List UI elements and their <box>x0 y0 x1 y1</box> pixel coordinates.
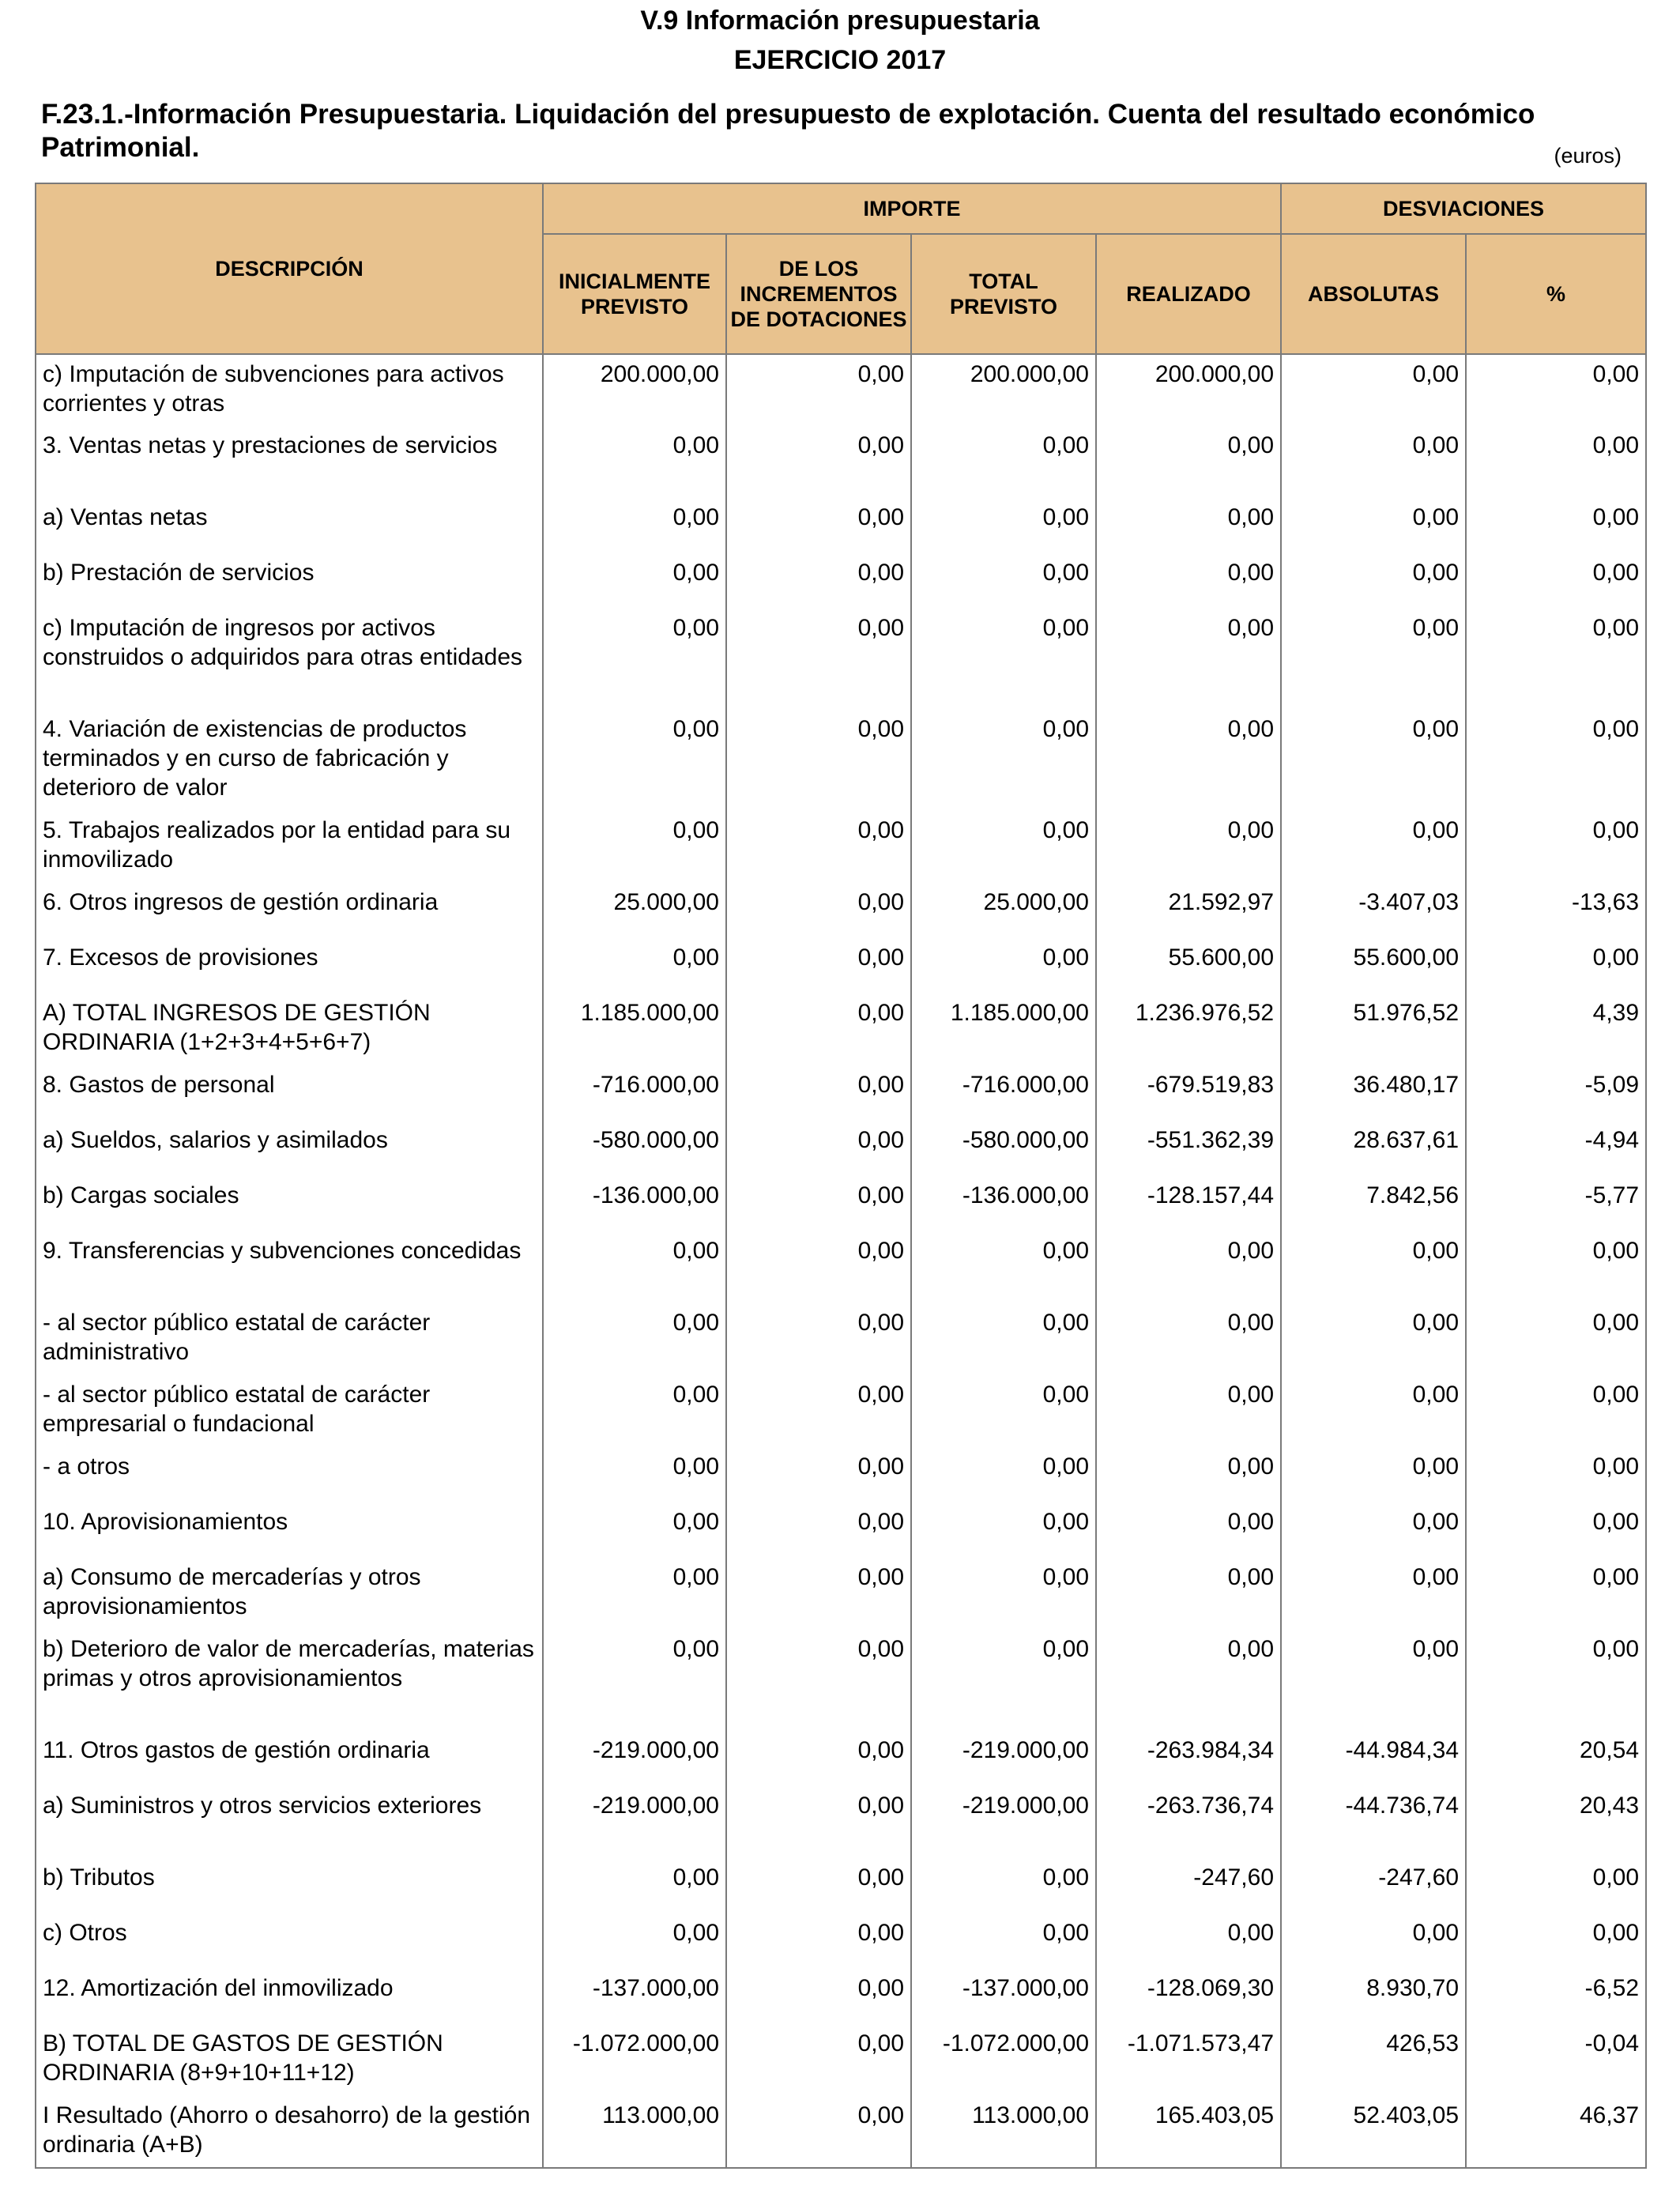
table-row <box>36 1858 1646 1913</box>
cell-inicialmente-previsto: 0,00 <box>543 1630 726 1731</box>
table-row <box>36 938 1646 993</box>
cell-inicialmente-previsto: -137.000,00 <box>543 1969 726 2024</box>
cell-incrementos: 0,00 <box>726 1558 911 1630</box>
cell-absolutas: 0,00 <box>1281 811 1466 883</box>
group-header-importe: IMPORTE <box>543 183 1281 234</box>
table-row <box>36 811 1646 883</box>
cell-absolutas: 0,00 <box>1281 498 1466 553</box>
table-row <box>36 710 1646 811</box>
cell-inicialmente-previsto: 0,00 <box>543 938 726 993</box>
cell-inicialmente-previsto: -580.000,00 <box>543 1121 726 1176</box>
cell-total-previsto: -1.072.000,00 <box>911 2024 1096 2096</box>
col-header-total-previsto: TOTAL PREVISTO <box>911 234 1096 354</box>
cell-realizado: 0,00 <box>1096 710 1281 811</box>
cell-porcentaje: 0,00 <box>1466 1913 1646 1969</box>
cell-incrementos: 0,00 <box>726 1375 911 1447</box>
cell-incrementos: 0,00 <box>726 1913 911 1969</box>
table-row <box>36 1375 1646 1447</box>
table-row <box>36 1303 1646 1375</box>
cell-inicialmente-previsto: 0,00 <box>543 426 726 498</box>
cell-total-previsto: 0,00 <box>911 710 1096 811</box>
cell-absolutas: -3.407,03 <box>1281 883 1466 938</box>
cell-inicialmente-previsto: 0,00 <box>543 1375 726 1447</box>
row-description: - al sector público estatal de carácter administrativo <box>36 1303 543 1375</box>
cell-realizado: 1.236.976,52 <box>1096 993 1281 1065</box>
cell-porcentaje: 20,54 <box>1466 1731 1646 1786</box>
cell-realizado: 0,00 <box>1096 1231 1281 1303</box>
cell-porcentaje: 0,00 <box>1466 938 1646 993</box>
table-row <box>36 2096 1646 2168</box>
table-row <box>36 1065 1646 1121</box>
cell-porcentaje: 0,00 <box>1466 1231 1646 1303</box>
cell-porcentaje: 0,00 <box>1466 1858 1646 1913</box>
cell-incrementos: 0,00 <box>726 938 911 993</box>
cell-incrementos: 0,00 <box>726 1969 911 2024</box>
table-body <box>36 354 1646 2168</box>
row-description: 6. Otros ingresos de gestión ordinaria <box>36 883 543 938</box>
cell-absolutas: 28.637,61 <box>1281 1121 1466 1176</box>
cell-total-previsto: 0,00 <box>911 1231 1096 1303</box>
cell-incrementos: 0,00 <box>726 1786 911 1858</box>
col-header-incrementos: DE LOS INCREMENTOS DE DOTACIONES <box>726 234 911 354</box>
row-description: 10. Aprovisionamientos <box>36 1502 543 1558</box>
cell-realizado: 0,00 <box>1096 1447 1281 1502</box>
table-row <box>36 1121 1646 1176</box>
table-row <box>36 1786 1646 1858</box>
cell-total-previsto: -219.000,00 <box>911 1731 1096 1786</box>
cell-porcentaje: 0,00 <box>1466 710 1646 811</box>
row-description: c) Imputación de ingresos por activos construidos o adquiridos para otras entidades <box>36 609 543 710</box>
group-header-desviaciones: DESVIACIONES <box>1281 183 1646 234</box>
cell-total-previsto: 0,00 <box>911 553 1096 609</box>
cell-absolutas: -247,60 <box>1281 1858 1466 1913</box>
cell-realizado: 0,00 <box>1096 498 1281 553</box>
row-description: c) Imputación de subvenciones para activos corrientes y otras <box>36 354 543 426</box>
cell-absolutas: 55.600,00 <box>1281 938 1466 993</box>
cell-realizado: 0,00 <box>1096 1303 1281 1375</box>
cell-total-previsto: 25.000,00 <box>911 883 1096 938</box>
table-row <box>36 2024 1646 2096</box>
cell-absolutas: 7.842,56 <box>1281 1176 1466 1231</box>
table-row <box>36 498 1646 553</box>
cell-porcentaje: 0,00 <box>1466 1303 1646 1375</box>
cell-absolutas: 0,00 <box>1281 1558 1466 1630</box>
cell-porcentaje: 0,00 <box>1466 1558 1646 1630</box>
row-description: a) Sueldos, salarios y asimilados <box>36 1121 543 1176</box>
cell-inicialmente-previsto: 0,00 <box>543 498 726 553</box>
cell-absolutas: 0,00 <box>1281 1231 1466 1303</box>
cell-incrementos: 0,00 <box>726 1731 911 1786</box>
table-row <box>36 1176 1646 1231</box>
cell-porcentaje: 4,39 <box>1466 993 1646 1065</box>
cell-absolutas: 36.480,17 <box>1281 1065 1466 1121</box>
table-row <box>36 553 1646 609</box>
cell-realizado: 0,00 <box>1096 1630 1281 1731</box>
cell-absolutas: 0,00 <box>1281 710 1466 811</box>
cell-total-previsto: 0,00 <box>911 1502 1096 1558</box>
cell-incrementos: 0,00 <box>726 1630 911 1731</box>
cell-incrementos: 0,00 <box>726 993 911 1065</box>
cell-total-previsto: 1.185.000,00 <box>911 993 1096 1065</box>
cell-incrementos: 0,00 <box>726 1176 911 1231</box>
cell-inicialmente-previsto: 113.000,00 <box>543 2096 726 2168</box>
table-row <box>36 1969 1646 2024</box>
table-row <box>36 354 1646 426</box>
row-description: 12. Amortización del inmovilizado <box>36 1969 543 2024</box>
cell-inicialmente-previsto: 25.000,00 <box>543 883 726 938</box>
cell-total-previsto: -219.000,00 <box>911 1786 1096 1858</box>
row-description: b) Deterioro de valor de mercaderías, materias primas y otros aprovisionamientos <box>36 1630 543 1731</box>
cell-inicialmente-previsto: 0,00 <box>543 1502 726 1558</box>
cell-total-previsto: 0,00 <box>911 1303 1096 1375</box>
cell-total-previsto: 0,00 <box>911 1447 1096 1502</box>
col-header-descripcion: DESCRIPCIÓN <box>36 183 543 354</box>
cell-incrementos: 0,00 <box>726 883 911 938</box>
cell-incrementos: 0,00 <box>726 1231 911 1303</box>
row-description: 9. Transferencias y subvenciones concedidas <box>36 1231 543 1303</box>
cell-absolutas: 0,00 <box>1281 1303 1466 1375</box>
row-description: b) Cargas sociales <box>36 1176 543 1231</box>
cell-total-previsto: -136.000,00 <box>911 1176 1096 1231</box>
cell-incrementos: 0,00 <box>726 1858 911 1913</box>
cell-inicialmente-previsto: -219.000,00 <box>543 1786 726 1858</box>
cell-absolutas: 0,00 <box>1281 609 1466 710</box>
cell-realizado: 0,00 <box>1096 1375 1281 1447</box>
row-description: 4. Variación de existencias de productos terminados y en curso de fabricación y deterioro de valor <box>36 710 543 811</box>
section-heading: V.9 Información presupuestaria <box>640 6 1040 36</box>
cell-porcentaje: 0,00 <box>1466 354 1646 426</box>
cell-porcentaje: 0,00 <box>1466 609 1646 710</box>
cell-realizado: 0,00 <box>1096 609 1281 710</box>
cell-realizado: -263.736,74 <box>1096 1786 1281 1858</box>
cell-porcentaje: -4,94 <box>1466 1121 1646 1176</box>
cell-inicialmente-previsto: -136.000,00 <box>543 1176 726 1231</box>
cell-realizado: -247,60 <box>1096 1858 1281 1913</box>
cell-porcentaje: 20,43 <box>1466 1786 1646 1858</box>
cell-incrementos: 0,00 <box>726 2096 911 2168</box>
row-description: a) Consumo de mercaderías y otros aprovisionamientos <box>36 1558 543 1630</box>
cell-total-previsto: 0,00 <box>911 498 1096 553</box>
cell-inicialmente-previsto: 0,00 <box>543 1303 726 1375</box>
cell-absolutas: -44.736,74 <box>1281 1786 1466 1858</box>
row-description: a) Suministros y otros servicios exteriores <box>36 1786 543 1858</box>
cell-porcentaje: 0,00 <box>1466 1630 1646 1731</box>
cell-absolutas: 8.930,70 <box>1281 1969 1466 2024</box>
col-header-porcentaje: % <box>1466 234 1646 354</box>
cell-realizado: 0,00 <box>1096 1558 1281 1630</box>
cell-realizado: 0,00 <box>1096 553 1281 609</box>
cell-incrementos: 0,00 <box>726 1447 911 1502</box>
cell-inicialmente-previsto: 0,00 <box>543 1447 726 1502</box>
cell-porcentaje: 0,00 <box>1466 553 1646 609</box>
cell-total-previsto: -137.000,00 <box>911 1969 1096 2024</box>
row-description: c) Otros <box>36 1913 543 1969</box>
cell-absolutas: 0,00 <box>1281 426 1466 498</box>
row-description: 7. Excesos de provisiones <box>36 938 543 993</box>
cell-realizado: -263.984,34 <box>1096 1731 1281 1786</box>
table-row <box>36 1731 1646 1786</box>
cell-realizado: -128.069,30 <box>1096 1969 1281 2024</box>
cell-incrementos: 0,00 <box>726 354 911 426</box>
cell-inicialmente-previsto: 200.000,00 <box>543 354 726 426</box>
cell-total-previsto: 0,00 <box>911 811 1096 883</box>
row-description: b) Tributos <box>36 1858 543 1913</box>
cell-realizado: -128.157,44 <box>1096 1176 1281 1231</box>
cell-realizado: 0,00 <box>1096 1913 1281 1969</box>
units-label: (euros) <box>1554 144 1622 168</box>
cell-incrementos: 0,00 <box>726 1065 911 1121</box>
cell-inicialmente-previsto: -716.000,00 <box>543 1065 726 1121</box>
cell-incrementos: 0,00 <box>726 609 911 710</box>
row-description: I Resultado (Ahorro o desahorro) de la gestión ordinaria (A+B) <box>36 2096 543 2168</box>
cell-inicialmente-previsto: 0,00 <box>543 1231 726 1303</box>
table-row <box>36 883 1646 938</box>
cell-absolutas: 0,00 <box>1281 1502 1466 1558</box>
cell-incrementos: 0,00 <box>726 1121 911 1176</box>
table-row <box>36 993 1646 1065</box>
cell-realizado: 0,00 <box>1096 811 1281 883</box>
row-description: 5. Trabajos realizados por la entidad para su inmovilizado <box>36 811 543 883</box>
cell-porcentaje: 0,00 <box>1466 811 1646 883</box>
cell-total-previsto: 0,00 <box>911 609 1096 710</box>
cell-porcentaje: 0,00 <box>1466 1502 1646 1558</box>
cell-incrementos: 0,00 <box>726 426 911 498</box>
table-row <box>36 1630 1646 1731</box>
cell-absolutas: 0,00 <box>1281 1447 1466 1502</box>
row-description: 11. Otros gastos de gestión ordinaria <box>36 1731 543 1786</box>
cell-inicialmente-previsto: 0,00 <box>543 553 726 609</box>
row-description: 3. Ventas netas y prestaciones de servicios <box>36 426 543 498</box>
row-description: - al sector público estatal de carácter empresarial o fundacional <box>36 1375 543 1447</box>
col-header-realizado: REALIZADO <box>1096 234 1281 354</box>
table-row <box>36 1913 1646 1969</box>
cell-inicialmente-previsto: -219.000,00 <box>543 1731 726 1786</box>
cell-total-previsto: 0,00 <box>911 426 1096 498</box>
cell-incrementos: 0,00 <box>726 2024 911 2096</box>
cell-total-previsto: 0,00 <box>911 1913 1096 1969</box>
cell-realizado: 200.000,00 <box>1096 354 1281 426</box>
cell-incrementos: 0,00 <box>726 553 911 609</box>
cell-realizado: 165.403,05 <box>1096 2096 1281 2168</box>
cell-incrementos: 0,00 <box>726 498 911 553</box>
cell-porcentaje: 0,00 <box>1466 426 1646 498</box>
budget-table <box>35 183 1647 2169</box>
cell-total-previsto: 200.000,00 <box>911 354 1096 426</box>
table-row <box>36 609 1646 710</box>
col-header-absolutas: ABSOLUTAS <box>1281 234 1466 354</box>
cell-total-previsto: 0,00 <box>911 1858 1096 1913</box>
cell-incrementos: 0,00 <box>726 1303 911 1375</box>
cell-porcentaje: 0,00 <box>1466 1375 1646 1447</box>
row-description: A) TOTAL INGRESOS DE GESTIÓN ORDINARIA (1+2+3+4+5+6+7) <box>36 993 543 1065</box>
cell-inicialmente-previsto: 0,00 <box>543 1558 726 1630</box>
row-description: - a otros <box>36 1447 543 1502</box>
cell-realizado: 0,00 <box>1096 426 1281 498</box>
cell-porcentaje: -13,63 <box>1466 883 1646 938</box>
cell-realizado: 55.600,00 <box>1096 938 1281 993</box>
cell-porcentaje: 0,00 <box>1466 1447 1646 1502</box>
table-row <box>36 1231 1646 1303</box>
cell-absolutas: 0,00 <box>1281 553 1466 609</box>
cell-porcentaje: -5,09 <box>1466 1065 1646 1121</box>
cell-total-previsto: 0,00 <box>911 1630 1096 1731</box>
cell-absolutas: 0,00 <box>1281 1630 1466 1731</box>
cell-absolutas: 0,00 <box>1281 354 1466 426</box>
cell-realizado: -551.362,39 <box>1096 1121 1281 1176</box>
cell-porcentaje: -5,77 <box>1466 1176 1646 1231</box>
cell-total-previsto: -580.000,00 <box>911 1121 1096 1176</box>
cell-porcentaje: -6,52 <box>1466 1969 1646 2024</box>
cell-total-previsto: 0,00 <box>911 1558 1096 1630</box>
table-row <box>36 1558 1646 1630</box>
table-row <box>36 1447 1646 1502</box>
cell-absolutas: -44.984,34 <box>1281 1731 1466 1786</box>
cell-porcentaje: -0,04 <box>1466 2024 1646 2096</box>
cell-absolutas: 51.976,52 <box>1281 993 1466 1065</box>
cell-inicialmente-previsto: 0,00 <box>543 1913 726 1969</box>
col-header-inicialmente-previsto: INICIALMENTE PREVISTO <box>543 234 726 354</box>
cell-inicialmente-previsto: 0,00 <box>543 710 726 811</box>
cell-inicialmente-previsto: -1.072.000,00 <box>543 2024 726 2096</box>
table-row <box>36 1502 1646 1558</box>
row-description: 8. Gastos de personal <box>36 1065 543 1121</box>
cell-realizado: -1.071.573,47 <box>1096 2024 1281 2096</box>
cell-absolutas: 0,00 <box>1281 1913 1466 1969</box>
cell-porcentaje: 0,00 <box>1466 498 1646 553</box>
row-description: b) Prestación de servicios <box>36 553 543 609</box>
cell-realizado: -679.519,83 <box>1096 1065 1281 1121</box>
cell-incrementos: 0,00 <box>726 811 911 883</box>
cell-total-previsto: 113.000,00 <box>911 2096 1096 2168</box>
cell-absolutas: 52.403,05 <box>1281 2096 1466 2168</box>
cell-incrementos: 0,00 <box>726 1502 911 1558</box>
cell-inicialmente-previsto: 0,00 <box>543 811 726 883</box>
cell-porcentaje: 46,37 <box>1466 2096 1646 2168</box>
cell-realizado: 0,00 <box>1096 1502 1281 1558</box>
cell-inicialmente-previsto: 0,00 <box>543 1858 726 1913</box>
exercise-heading: EJERCICIO 2017 <box>733 45 947 75</box>
cell-inicialmente-previsto: 1.185.000,00 <box>543 993 726 1065</box>
cell-absolutas: 0,00 <box>1281 1375 1466 1447</box>
cell-realizado: 21.592,97 <box>1096 883 1281 938</box>
row-description: B) TOTAL DE GASTOS DE GESTIÓN ORDINARIA (8+9+10+11+12) <box>36 2024 543 2096</box>
cell-absolutas: 426,53 <box>1281 2024 1466 2096</box>
cell-total-previsto: -716.000,00 <box>911 1065 1096 1121</box>
cell-total-previsto: 0,00 <box>911 938 1096 993</box>
cell-inicialmente-previsto: 0,00 <box>543 609 726 710</box>
cell-total-previsto: 0,00 <box>911 1375 1096 1447</box>
cell-incrementos: 0,00 <box>726 710 911 811</box>
row-description: a) Ventas netas <box>36 498 543 553</box>
table-row <box>36 426 1646 498</box>
report-title: F.23.1.-Información Presupuestaria. Liquidación del presupuesto de explotación. Cuenta del resultado económico Patrimonial. <box>41 99 1535 163</box>
